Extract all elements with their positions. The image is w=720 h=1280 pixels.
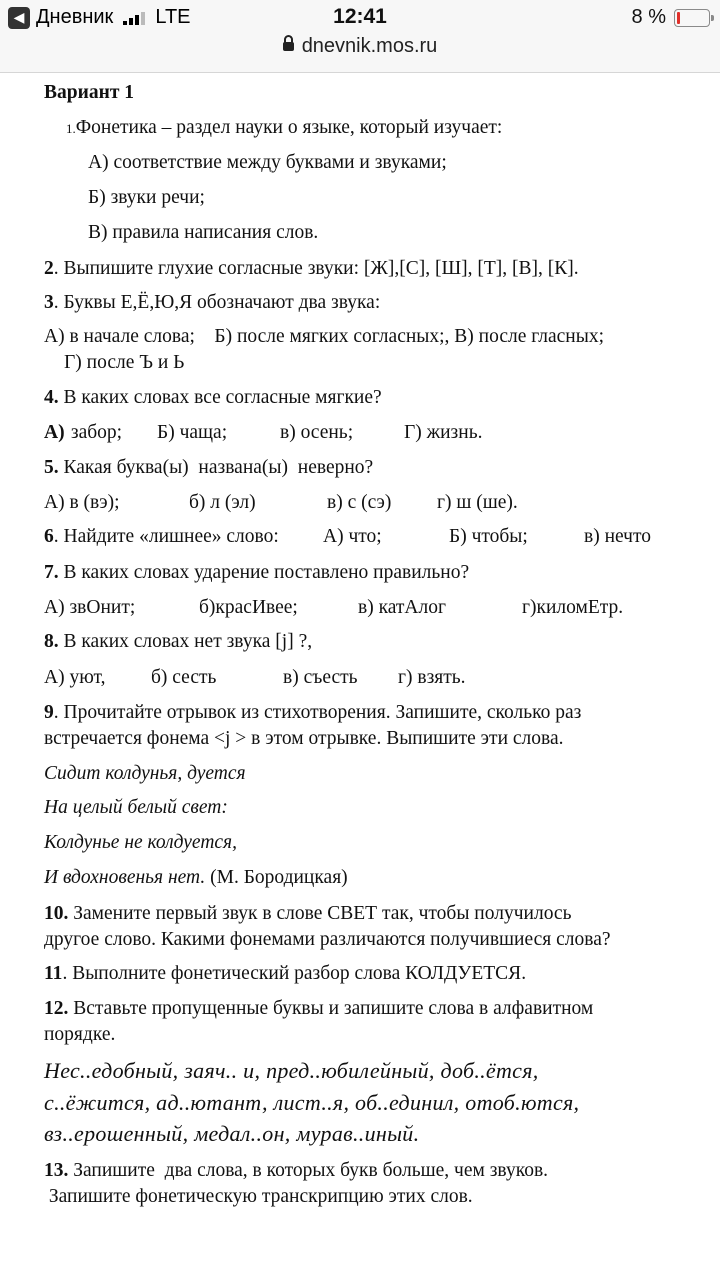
question-13 <box>44 1158 548 1184</box>
question-text: Вставьте пропущенные буквы и запишите слова в алфавитном <box>68 998 594 1019</box>
option: А) в (вэ); <box>44 492 120 513</box>
poem-author: (М. Бородицкая) <box>205 867 348 888</box>
question-11 <box>44 961 526 987</box>
status-bar <box>0 0 720 73</box>
poem-line: Колдунье не колдуется, <box>44 832 238 853</box>
poem-last-line <box>44 865 348 891</box>
option: А) звОнит; <box>44 597 136 618</box>
question-text: . Выпишите глухие согласные звуки: [Ж],[С], [Ш], [Т], [В], [К]. <box>53 258 579 279</box>
option: в) нечто <box>584 526 652 547</box>
question-number: 11 <box>44 963 63 984</box>
question-number: 1. <box>66 121 76 136</box>
question-text: В каких словах нет звука [j] ?, <box>58 631 313 652</box>
clock: 12:41 <box>333 5 387 28</box>
battery-icon <box>674 9 710 27</box>
question-text: . Прочитайте отрывок из стихотворения. Запишите, сколько раз <box>53 702 582 723</box>
question-text-continued: встречается фонема <j > в этом отрывке. Выпишите эти слова. <box>44 728 564 749</box>
option: А) уют, <box>44 667 106 688</box>
battery-status <box>632 6 710 29</box>
option: Б) чаща; <box>157 422 228 443</box>
question-5 <box>44 455 373 481</box>
word-list-line: Нес..едобный, заяч.. и, пред..юбилейный, доб..ётся, <box>44 1058 539 1083</box>
option: в) катАлог <box>358 597 446 618</box>
poem-line: Сидит колдунья, дуется <box>44 763 246 784</box>
question-number: 13. <box>44 1160 69 1181</box>
question-4 <box>44 385 382 411</box>
back-app-label[interactable]: Дневник <box>36 6 114 28</box>
question-text: Запишите два слова, в которых букв больше, чем звуков. <box>68 1160 549 1181</box>
back-arrow-icon[interactable]: ◀ <box>8 7 30 29</box>
question-number: 9 <box>44 702 54 723</box>
carrier-label: LTE <box>155 6 191 28</box>
option: в) осень; <box>280 422 354 443</box>
options-line: А) в начале слова; Б) после мягких согласных;, В) после гласных; <box>44 326 605 347</box>
option: Г) жизнь. <box>404 422 483 443</box>
question-1 <box>66 115 502 142</box>
question-text: . Выполните фонетический разбор слова КОЛДУЕТСЯ. <box>62 963 527 984</box>
question-number: 6 <box>44 526 54 547</box>
option: забор; <box>66 422 123 443</box>
option: б) сесть <box>151 667 217 688</box>
url-text[interactable]: dnevnik.mos.ru <box>301 35 438 57</box>
option: в) с (сэ) <box>327 492 392 513</box>
question-2 <box>44 256 579 282</box>
question-number: 8. <box>44 631 59 652</box>
option: г)киломЕтр. <box>522 597 624 618</box>
address-bar[interactable] <box>0 35 720 58</box>
option: г) ш (ше). <box>437 492 518 513</box>
options-line: Г) после Ъ и Ь <box>64 352 185 373</box>
question-8 <box>44 629 312 655</box>
question-text: Фонетика – раздел науки о языке, который изучает: <box>75 117 503 138</box>
question-3 <box>44 290 380 316</box>
question-text-continued: другое слово. Какими фонемами различаются получившиеся слова? <box>44 929 611 950</box>
question-number: 5. <box>44 457 59 478</box>
option: А) соответствие между буквами и звуками; <box>88 152 447 173</box>
question-7 <box>44 560 469 586</box>
option: Б) звуки речи; <box>88 187 205 208</box>
question-number: 12. <box>44 998 69 1019</box>
option: б)красИвее; <box>199 597 298 618</box>
question-number: 4. <box>44 387 59 408</box>
question-text: В каких словах ударение поставлено правильно? <box>58 562 470 583</box>
variant-heading: Вариант 1 <box>44 82 135 103</box>
poem-line: На целый белый свет: <box>44 797 228 818</box>
option: Б) чтобы; <box>449 526 528 547</box>
question-number: 7. <box>44 562 59 583</box>
question-text: . Буквы Е,Ё,Ю,Я обозначают два звука: <box>53 292 381 313</box>
option: А) что; <box>323 526 382 547</box>
option: г) взять. <box>398 667 466 688</box>
question-text: Замените первый звук в слове СВЕТ так, чтобы получилось <box>68 903 572 924</box>
question-number: 3 <box>44 292 54 313</box>
question-10 <box>44 901 571 927</box>
question-text-continued: порядке. <box>44 1024 116 1045</box>
battery-percent: 8 % <box>631 6 666 28</box>
option: в) съесть <box>283 667 358 688</box>
option-label: А) <box>44 422 65 443</box>
question-text: В каких словах все согласные мягкие? <box>58 387 382 408</box>
option: б) л (эл) <box>189 492 256 513</box>
question-9 <box>44 700 581 726</box>
word-list-line: с..ёжится, ад..ютант, лист..я, об..единил, отоб.ются, <box>44 1090 580 1115</box>
question-text-continued: Запишите фонетическую транскрипцию этих слов. <box>44 1186 473 1207</box>
question-number: 2 <box>44 258 54 279</box>
poem-line: И вдохновенья нет. <box>44 867 206 888</box>
question-text: . Найдите «лишнее» слово: <box>53 526 279 547</box>
question-text: Какая буква(ы) названа(ы) неверно? <box>58 457 374 478</box>
question-12 <box>44 996 593 1022</box>
question-number: 10. <box>44 903 69 924</box>
lock-icon <box>283 42 294 51</box>
option: В) правила написания слов. <box>88 222 319 243</box>
word-list-line: вз..ерошенный, медал..он, мурав..иный. <box>44 1121 420 1146</box>
